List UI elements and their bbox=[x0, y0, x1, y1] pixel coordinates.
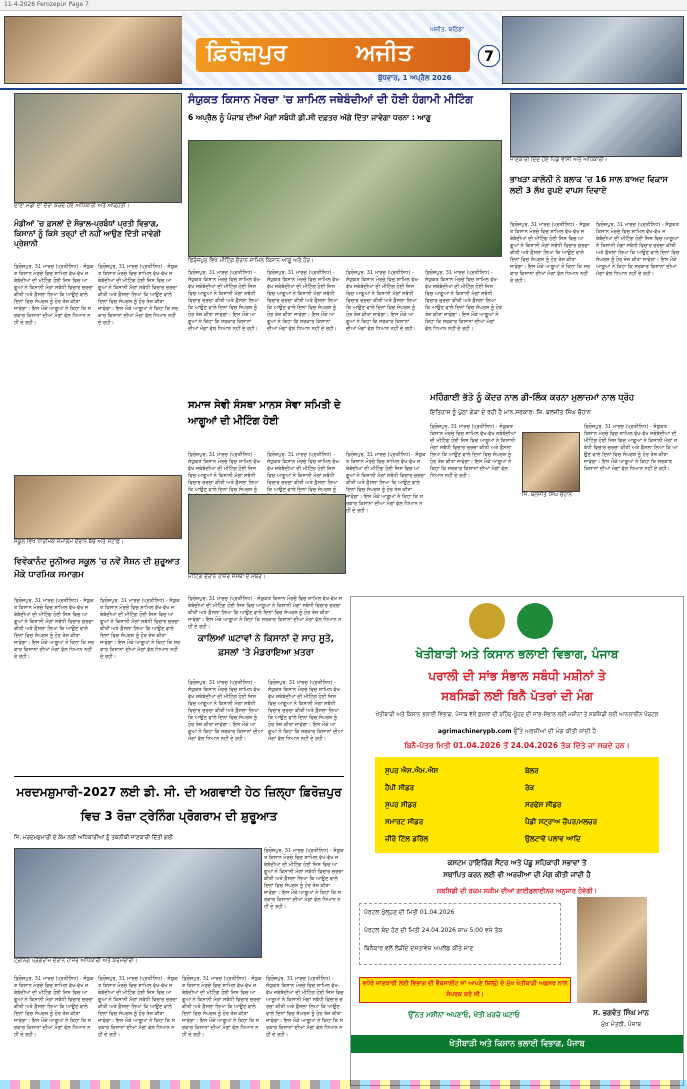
census-body-5: ਫ਼ਿਰੋਜ਼ਪੁਰ, 31 ਮਾਰਚ (ਪ੍ਰਤੀਨਿਧ) - ਸੰਯੁਕਤ ਕਿਸਾਨ ਮੋਰਚੇ ਵਿਚ ਸ਼ਾਮਿਲ ਵੱਖ-ਵੱਖ ਜਥੇਬੰਦੀਆਂ ਦੀ ਮੀਟਿੰਗ ਹੋਈ ਜਿਸ ਵਿਚ ਆਗੂਆਂ ਨੇ ਕਿਸਾਨੀ ਮੰਗਾਂ ਸਬੰਧੀ ਵਿਚਾਰ ਚਰਚਾ ਕੀਤੀ ਅਤੇ ਫ਼ੈਸਲਾ ਲਿਆ ਕਿ ਆਉਣ ਵਾਲੇ ਦਿਨਾਂ ਵਿਚ ਸੰਘਰਸ਼ ਨੂੰ ਹੋਰ ਤੇਜ਼ ਕੀਤਾ ਜਾਵੇਗਾ। ਇਸ ਮੌਕੇ ਆਗੂਆਂ ਨੇ ਕਿਹਾ ਕਿ ਸਰਕਾਰ ਕਿਸਾਨਾਂ ਦੀਆਂ ਮੰਗਾਂ ਵੱਲ ਧਿਆਨ ਨਹੀਂ ਦੇ ਰਹੀ। bbox=[266, 976, 344, 1038]
census-body-1: ਫ਼ਿਰੋਜ਼ਪੁਰ, 31 ਮਾਰਚ (ਪ੍ਰਤੀਨਿਧ) - ਸੰਯੁਕਤ ਕਿਸਾਨ ਮੋਰਚੇ ਵਿਚ ਸ਼ਾਮਿਲ ਵੱਖ-ਵੱਖ ਜਥੇਬੰਦੀਆਂ ਦੀ ਮੀਟਿੰਗ ਹੋਈ ਜਿਸ ਵਿਚ ਆਗੂਆਂ ਨੇ ਕਿਸਾਨੀ ਮੰਗਾਂ ਸਬੰਧੀ ਵਿਚਾਰ ਚਰਚਾ ਕੀਤੀ ਅਤੇ ਫ਼ੈਸਲਾ ਲਿਆ ਕਿ ਆਉਣ ਵਾਲੇ ਦਿਨਾਂ ਵਿਚ ਸੰਘਰਸ਼ ਨੂੰ ਹੋਰ ਤੇਜ਼ ਕੀਤਾ ਜਾਵੇਗਾ। ਇਸ ਮੌਕੇ ਆਗੂਆਂ ਨੇ ਕਿਹਾ ਕਿ ਸਰਕਾਰ ਕਿਸਾਨਾਂ ਦੀਆਂ ਮੰਗਾਂ ਵੱਲ ਧਿਆਨ ਨਹੀਂ ਦੇ ਰਹੀ। bbox=[264, 848, 344, 910]
ad-machine-item: ਹੈਪੀ ਸੀਡਰ bbox=[385, 784, 415, 792]
census-subhead: ਜਿ. ਮਰਦਮਸ਼ੁਮਾਰੀ ਦੇ ਕੰਮ ਲਈ ਅਧਿਕਾਰੀਆਂ ਨੂੰ ਤਕਨੀਕੀ ਜਾਣਕਾਰੀ ਦਿੱਤੀ ਗਈ bbox=[14, 835, 173, 841]
ad-intro-end: ਉੱਤੇ ਅਰਜ਼ੀਆਂ ਦੀ ਮੰਗ ਕੀਤੀ ਜਾਂਦੀ ਹੈ bbox=[513, 728, 597, 735]
kisan-body-3: ਫ਼ਿਰੋਜ਼ਪੁਰ, 31 ਮਾਰਚ (ਪ੍ਰਤੀਨਿਧ) - ਸੰਯੁਕਤ ਕਿਸਾਨ ਮੋਰਚੇ ਵਿਚ ਸ਼ਾਮਿਲ ਵੱਖ-ਵੱਖ ਜਥੇਬੰਦੀਆਂ ਦੀ ਮੀਟਿੰਗ ਹੋਈ ਜਿਸ ਵਿਚ ਆਗੂਆਂ ਨੇ ਕਿਸਾਨੀ ਮੰਗਾਂ ਸਬੰਧੀ ਵਿਚਾਰ ਚਰਚਾ ਕੀਤੀ ਅਤੇ ਫ਼ੈਸਲਾ ਲਿਆ ਕਿ ਆਉਣ ਵਾਲੇ ਦਿਨਾਂ ਵਿਚ ਸੰਘਰਸ਼ ਨੂੰ ਹੋਰ ਤੇਜ਼ ਕੀਤਾ ਜਾਵੇਗਾ। ਇਸ ਮੌਕੇ ਆਗੂਆਂ ਨੇ ਕਿਹਾ ਕਿ ਸਰਕਾਰ ਕਿਸਾਨਾਂ ਦੀਆਂ ਮੰਗਾਂ ਵੱਲ ਧਿਆਨ ਨਹੀਂ ਦੇ ਰਹੀ। bbox=[346, 270, 420, 332]
ad-website[interactable]: agrimachinerypb.com bbox=[437, 728, 512, 735]
kisan-headline: ਸੰਯੁਕਤ ਕਿਸਾਨ ਮੋਰਚਾ 'ਚ ਸ਼ਾਮਿਲ ਜਥੇਬੰਦੀਆਂ ਦੀ ਹੋਈ ਹੰਗਾਮੀ ਮੀਟਿੰਗ bbox=[188, 93, 473, 106]
top-strip bbox=[0, 0, 687, 11]
mehngai-body-1: ਫ਼ਿਰੋਜ਼ਪੁਰ, 31 ਮਾਰਚ (ਪ੍ਰਤੀਨਿਧ) - ਸੰਯੁਕਤ ਕਿਸਾਨ ਮੋਰਚੇ ਵਿਚ ਸ਼ਾਮਿਲ ਵੱਖ-ਵੱਖ ਜਥੇਬੰਦੀਆਂ ਦੀ ਮੀਟਿੰਗ ਹੋਈ ਜਿਸ ਵਿਚ ਆਗੂਆਂ ਨੇ ਕਿਸਾਨੀ ਮੰਗਾਂ ਸਬੰਧੀ ਵਿਚਾਰ ਚਰਚਾ ਕੀਤੀ ਅਤੇ ਫ਼ੈਸਲਾ ਲਿਆ ਕਿ ਆਉਣ ਵਾਲੇ ਦਿਨਾਂ ਵਿਚ ਸੰਘਰਸ਼ ਨੂੰ ਹੋਰ ਤੇਜ਼ ਕੀਤਾ ਜਾਵੇਗਾ। ਇਸ ਮੌਕੇ ਆਗੂਆਂ ਨੇ ਕਿਹਾ ਕਿ ਸਰਕਾਰ ਕਿਸਾਨਾਂ ਦੀਆਂ ਮੰਗਾਂ ਵੱਲ ਧਿਆਨ ਨਹੀਂ ਦੇ ਰਹੀ। bbox=[430, 424, 516, 479]
page-number: 7 bbox=[484, 49, 494, 65]
masthead-left-photo bbox=[4, 16, 184, 84]
bhakra-caption: ਜਾਣਕਾਰੀ ਦਿੰਦੇ ਹੋਏ ਪਿੰਡ ਵਾਸੀ ਅਤੇ ਅਧਿਕਾਰੀ। bbox=[510, 157, 608, 163]
samaj-headline: ਸਮਾਜ ਸੇਵੀ ਸੰਸਥਾ ਮਾਨਸ ਸੇਵਾ ਸਮਿਤੀ ਦੇ ਆਗੂਆਂ ਦੀ ਮੀਟਿੰਗ ਹੋਈ bbox=[188, 400, 341, 427]
masthead-edition: ਅਜੀਤ, ਬਠਿੰਡਾ bbox=[430, 26, 464, 33]
vivekanand-body-2: ਫ਼ਿਰੋਜ਼ਪੁਰ, 31 ਮਾਰਚ (ਪ੍ਰਤੀਨਿਧ) - ਸੰਯੁਕਤ ਕਿਸਾਨ ਮੋਰਚੇ ਵਿਚ ਸ਼ਾਮਿਲ ਵੱਖ-ਵੱਖ ਜਥੇਬੰਦੀਆਂ ਦੀ ਮੀਟਿੰਗ ਹੋਈ ਜਿਸ ਵਿਚ ਆਗੂਆਂ ਨੇ ਕਿਸਾਨੀ ਮੰਗਾਂ ਸਬੰਧੀ ਵਿਚਾਰ ਚਰਚਾ ਕੀਤੀ ਅਤੇ ਫ਼ੈਸਲਾ ਲਿਆ ਕਿ ਆਉਣ ਵਾਲੇ ਦਿਨਾਂ ਵਿਚ ਸੰਘਰਸ਼ ਨੂੰ ਹੋਰ ਤੇਜ਼ ਕੀਤਾ ਜਾਵੇਗਾ। ਇਸ ਮੌਕੇ ਆਗੂਆਂ ਨੇ ਕਿਹਾ ਕਿ ਸਰਕਾਰ ਕਿਸਾਨਾਂ ਦੀਆਂ ਮੰਗਾਂ ਵੱਲ ਧਿਆਨ ਨਹੀਂ ਦੇ ਰਹੀ। bbox=[100, 598, 181, 660]
samaj-body-2: ਫ਼ਿਰੋਜ਼ਪੁਰ, 31 ਮਾਰਚ (ਪ੍ਰਤੀਨਿਧ) - ਸੰਯੁਕਤ ਕਿਸਾਨ ਮੋਰਚੇ ਵਿਚ ਸ਼ਾਮਿਲ ਵੱਖ-ਵੱਖ ਜਥੇਬੰਦੀਆਂ ਦੀ ਮੀਟਿੰਗ ਹੋਈ ਜਿਸ ਵਿਚ ਆਗੂਆਂ ਨੇ ਕਿਸਾਨੀ ਮੰਗਾਂ ਸਬੰਧੀ ਵਿਚਾਰ ਚਰਚਾ ਕੀਤੀ ਅਤੇ ਫ਼ੈਸਲਾ ਲਿਆ ਕਿ ਆਉਣ ਵਾਲੇ ਦਿਨਾਂ ਵਿਚ ਸੰਘਰਸ਼ ਨੂੰ bbox=[267, 452, 341, 493]
kaleyan-body-1: ਫ਼ਿਰੋਜ਼ਪੁਰ, 31 ਮਾਰਚ (ਪ੍ਰਤੀਨਿਧ) - ਸੰਯੁਕਤ ਕਿਸਾਨ ਮੋਰਚੇ ਵਿਚ ਸ਼ਾਮਿਲ ਵੱਖ-ਵੱਖ ਜਥੇਬੰਦੀਆਂ ਦੀ ਮੀਟਿੰਗ ਹੋਈ ਜਿਸ ਵਿਚ ਆਗੂਆਂ ਨੇ ਕਿਸਾਨੀ ਮੰਗਾਂ ਸਬੰਧੀ ਵਿਚਾਰ ਚਰਚਾ ਕੀਤੀ ਅਤੇ ਫ਼ੈਸਲਾ ਲਿਆ ਕਿ ਆਉਣ ਵਾਲੇ ਦਿਨਾਂ ਵਿਚ ਸੰਘਰਸ਼ ਨੂੰ ਹੋਰ ਤੇਜ਼ ਕੀਤਾ ਜਾਵੇਗਾ। ਇਸ ਮੌਕੇ ਆਗੂਆਂ ਨੇ ਕਿਹਾ ਕਿ ਸਰਕਾਰ ਕਿਸਾਨਾਂ ਦੀਆਂ ਮੰਗਾਂ ਵੱਲ ਧਿਆਨ ਨਹੀਂ ਦੇ ਰਹੀ। bbox=[188, 596, 342, 630]
kaleyan-headline: ਕਾਲਿਆਂ ਘਟਾਵਾਂ ਨੇ ਕਿਸਾਨਾਂ ਦੇ ਸਾਹ ਸੂਤੇ, ਫ਼ਸਲਾਂ 'ਤੇ ਮੰਡਰਾਇਆ ਖ਼ਤਰਾ bbox=[197, 634, 335, 658]
vivekanand-headline: ਵਿਵੇਕਾਨੰਦ ਜੂਨੀਅਰ ਸਕੂਲ 'ਚ ਨਵੇਂ ਸੈਸ਼ਨ ਦੀ ਸ਼ੁਰੂਆਤ ਮੌਕੇ ਧਾਰਮਿਕ ਸਮਾਗਮ bbox=[14, 557, 180, 580]
ad-logo-left bbox=[469, 603, 505, 639]
ad-schedule-1: ਪੋਰਟਲ ਖੁੱਲ੍ਹਣ ਦੀ ਮਿਤੀ 01.04.2026 bbox=[364, 909, 455, 916]
ad-machine-item: ਸਰਫੇਸ ਸੀਡਰ bbox=[525, 801, 562, 809]
ad-logo-right bbox=[517, 603, 553, 639]
mandi-headline: ਮੰਡੀਆਂ 'ਚ ਫ਼ਸਲਾਂ ਦੇ ਸੰਭਾਲ-ਪ੍ਰਬੰਧਾਂ ਪ੍ਰਤੀ ਵਿਭਾਗ, ਕਿਸਾਨਾਂ ਨੂੰ ਕਿਸੇ ਤਰ੍ਹਾਂ ਦੀ ਨਹੀਂ ਆਉਣ ਦਿੱਤੀ ਜਾਵੇਗੀ ਪ੍ਰੇਸ਼ਾਨੀ bbox=[14, 219, 161, 248]
ad-chc-line2: ਸਥਾਪਿਤ ਕਰਨ ਲਈ ਵੀ ਅਰਜ਼ੀਆਂ ਦੀ ਮੰਗ ਕੀਤੀ ਜਾਂਦੀ ਹੈ bbox=[443, 871, 591, 879]
ad-machine-item: ਸੁਪਰ ਸੀਡਰ bbox=[385, 801, 417, 809]
ad-footer: ਖੇਤੀਬਾੜੀ ਅਤੇ ਕਿਸਾਨ ਭਲਾਈ ਵਿਭਾਗ, ਪੰਜਾਬ bbox=[449, 1039, 585, 1048]
ad-slogan: ਉੱਨਤ ਮਸ਼ੀਨਾਂ ਅਪਣਾਓ, ਖੇਤੀ ਖ਼ਰਚੇ ਘਟਾਓ bbox=[408, 1011, 520, 1019]
mandi-body: ਫ਼ਿਰੋਜ਼ਪੁਰ, 31 ਮਾਰਚ (ਪ੍ਰਤੀਨਿਧ) - ਸੰਯੁਕਤ ਕਿਸਾਨ ਮੋਰਚੇ ਵਿਚ ਸ਼ਾਮਿਲ ਵੱਖ-ਵੱਖ ਜਥੇਬੰਦੀਆਂ ਦੀ ਮੀਟਿੰਗ ਹੋਈ ਜਿਸ ਵਿਚ ਆਗੂਆਂ ਨੇ ਕਿਸਾਨੀ ਮੰਗਾਂ ਸਬੰਧੀ ਵਿਚਾਰ ਚਰਚਾ ਕੀਤੀ ਅਤੇ ਫ਼ੈਸਲਾ ਲਿਆ ਕਿ ਆਉਣ ਵਾਲੇ ਦਿਨਾਂ ਵਿਚ ਸੰਘਰਸ਼ ਨੂੰ ਹੋਰ ਤੇਜ਼ ਕੀਤਾ ਜਾਵੇਗਾ। ਇਸ ਮੌਕੇ ਆਗੂਆਂ ਨੇ ਕਿਹਾ ਕਿ ਸਰਕਾਰ ਕਿਸਾਨਾਂ ਦੀਆਂ ਮੰਗਾਂ ਵੱਲ ਧਿਆਨ ਨਹੀਂ ਦੇ ਰਹੀ। bbox=[14, 264, 94, 326]
ad-machine-item: ਉਲਟਾਵੇਂ ਪਲਾਵ ਆਦਿ bbox=[525, 835, 581, 843]
bhakra-headline: ਭਾਖੜਾ ਕਾਲੋਨੀ ਨੇ ਬਲਾਕ 'ਚ 16 ਸਾਲ ਬਾਅਦ ਵਿਕਾਸ ਲਈ 3 ਲੱਖ ਰੁਪਏ ਵਾਪਸ ਦਿਵਾਏ bbox=[510, 175, 668, 195]
ad-machine-item: ਰੇਕ bbox=[525, 784, 535, 792]
ad-dates: ਬਿਨੈ-ਪੱਤਰ ਮਿਤੀ 01.04.2026 ਤੋਂ 24.04.2026 ਤੱਕ ਦਿੱਤੇ ਜਾ ਸਕਦੇ ਹਨ। bbox=[404, 741, 630, 750]
mehngai-caption: ਜਿ. ਬਲਜੀਤ ਸਿੰਘ ਚੌਹਾਨ bbox=[522, 492, 572, 498]
samaj-caption: ਮੀਟਿੰਗ ਦੌਰਾਨ ਹਾਜ਼ਰ ਸੰਸਥਾ ਦੇ ਮੈਂਬਰ। bbox=[188, 574, 266, 580]
masthead-title-banner bbox=[196, 38, 470, 72]
ad-cm-title: ਮੁੱਖ ਮੰਤਰੀ, ਪੰਜਾਬ bbox=[600, 1021, 642, 1028]
vivekanand-caption: ਸਕੂਲ ਵਿਖੇ ਧਾਰਮਿਕ ਸਮਾਗਮ ਦੌਰਾਨ ਬੱਚੇ ਅਤੇ ਸਟਾਫ਼। bbox=[14, 539, 124, 545]
ad-title-line1: ਪਰਾਲੀ ਦੀ ਸਾਂਭ ਸੰਭਾਲ ਸਬੰਧੀ ਮਸ਼ੀਨਾਂ ਤੇ bbox=[428, 669, 606, 683]
ad-schedule-3: ਬਿਨੈਕਾਰ ਵਲੋਂ ਲੋੜੀਂਦੇ ਦਸਤਾਵੇਜ਼ ਅਪਲੋਡ ਕੀਤੇ ਜਾਣ bbox=[364, 945, 474, 952]
kisan-photo bbox=[188, 140, 502, 257]
masthead-title-part2: ਅਜੀਤ bbox=[356, 40, 413, 66]
ad-machine-item: ਪੈਡੀ ਸਟ੍ਰਾਅ ਚੌਪਰ/ਮਲਚਰ bbox=[525, 818, 598, 826]
samaj-photo bbox=[188, 494, 346, 574]
mandi-photo bbox=[14, 93, 182, 203]
mehngai-headline: ਮਹਿੰਗਾਈ ਭੱਤੇ ਨੂੰ ਕੇਂਦਰ ਨਾਲ ਡੀ-ਲਿੰਕ ਕਰਨਾ ਮੁਲਾਜ਼ਮਾਂ ਨਾਲ ਧ੍ਰੋਹ bbox=[430, 393, 635, 403]
ad-machine-item: ਸੁਪਰ ਐਸ.ਐਮ.ਐਸ bbox=[385, 767, 439, 775]
mandi-caption: ਦਾਣਾ ਮੰਡੀ ਦਾ ਦੌਰਾ ਕਰਦੇ ਹੋਏ ਅਧਿਕਾਰੀ ਅਤੇ ਆੜ੍ਹਤੀ। bbox=[14, 203, 130, 209]
census-caption: ਟ੍ਰੇਨਿੰਗ ਪ੍ਰੋਗਰਾਮ ਦੌਰਾਨ ਹਾਜ਼ਰ ਅਧਿਕਾਰੀ ਅਤੇ ਕਰਮਚਾਰੀ। bbox=[14, 958, 138, 964]
kisan-body-2: ਫ਼ਿਰੋਜ਼ਪੁਰ, 31 ਮਾਰਚ (ਪ੍ਰਤੀਨਿਧ) - ਸੰਯੁਕਤ ਕਿਸਾਨ ਮੋਰਚੇ ਵਿਚ ਸ਼ਾਮਿਲ ਵੱਖ-ਵੱਖ ਜਥੇਬੰਦੀਆਂ ਦੀ ਮੀਟਿੰਗ ਹੋਈ ਜਿਸ ਵਿਚ ਆਗੂਆਂ ਨੇ ਕਿਸਾਨੀ ਮੰਗਾਂ ਸਬੰਧੀ ਵਿਚਾਰ ਚਰਚਾ ਕੀਤੀ ਅਤੇ ਫ਼ੈਸਲਾ ਲਿਆ ਕਿ ਆਉਣ ਵਾਲੇ ਦਿਨਾਂ ਵਿਚ ਸੰਘਰਸ਼ ਨੂੰ ਹੋਰ ਤੇਜ਼ ਕੀਤਾ ਜਾਵੇਗਾ। ਇਸ ਮੌਕੇ ਆਗੂਆਂ ਨੇ ਕਿਹਾ ਕਿ ਸਰਕਾਰ ਕਿਸਾਨਾਂ ਦੀਆਂ ਮੰਗਾਂ ਵੱਲ ਧਿਆਨ ਨਹੀਂ ਦੇ ਰਹੀ। bbox=[267, 270, 341, 332]
registration-strip bbox=[0, 1080, 687, 1089]
bhakra-body-1: ਫ਼ਿਰੋਜ਼ਪੁਰ, 31 ਮਾਰਚ (ਪ੍ਰਤੀਨਿਧ) - ਸੰਯੁਕਤ ਕਿਸਾਨ ਮੋਰਚੇ ਵਿਚ ਸ਼ਾਮਿਲ ਵੱਖ-ਵੱਖ ਜਥੇਬੰਦੀਆਂ ਦੀ ਮੀਟਿੰਗ ਹੋਈ ਜਿਸ ਵਿਚ ਆਗੂਆਂ ਨੇ ਕਿਸਾਨੀ ਮੰਗਾਂ ਸਬੰਧੀ ਵਿਚਾਰ ਚਰਚਾ ਕੀਤੀ ਅਤੇ ਫ਼ੈਸਲਾ ਲਿਆ ਕਿ ਆਉਣ ਵਾਲੇ ਦਿਨਾਂ ਵਿਚ ਸੰਘਰਸ਼ ਨੂੰ ਹੋਰ ਤੇਜ਼ ਕੀਤਾ ਜਾਵੇਗਾ। ਇਸ ਮੌਕੇ ਆਗੂਆਂ ਨੇ ਕਿਹਾ ਕਿ ਸਰਕਾਰ ਕਿਸਾਨਾਂ ਦੀਆਂ ਮੰਗਾਂ ਵੱਲ ਧਿਆਨ ਨਹੀਂ ਦੇ ਰਹੀ। bbox=[510, 222, 591, 284]
ad-chc-line1: ਕਸਟਮ ਹਾਇਰਿੰਗ ਸੈਂਟਰ ਅਤੇ ਪੇਂਡੂ ਸਹਿਕਾਰੀ ਸਭਾਵਾਂ ਤੋਂ bbox=[447, 859, 587, 867]
samaj-body-3: ਫ਼ਿਰੋਜ਼ਪੁਰ, 31 ਮਾਰਚ (ਪ੍ਰਤੀਨਿਧ) - ਸੰਯੁਕਤ ਕਿਸਾਨ ਮੋਰਚੇ ਵਿਚ ਸ਼ਾਮਿਲ ਵੱਖ-ਵੱਖ ਜਥੇਬੰਦੀਆਂ ਦੀ ਮੀਟਿੰਗ ਹੋਈ ਜਿਸ ਵਿਚ ਆਗੂਆਂ ਨੇ ਕਿਸਾਨੀ ਮੰਗਾਂ ਸਬੰਧੀ ਵਿਚਾਰ ਚਰਚਾ ਕੀਤੀ ਅਤੇ ਫ਼ੈਸਲਾ ਲਿਆ ਕਿ ਆਉਣ ਵਾਲੇ ਦਿਨਾਂ ਵਿਚ ਸੰਘਰਸ਼ ਨੂੰ ਹੋਰ ਤੇਜ਼ ਕੀਤਾ ਜਾਵੇਗਾ। ਇਸ ਮੌਕੇ ਆਗੂਆਂ ਨੇ ਕਿਹਾ ਕਿ ਸਰਕਾਰ ਕਿਸਾਨਾਂ ਦੀਆਂ ਮੰਗਾਂ ਵੱਲ ਧਿਆਨ ਨਹੀਂ ਦੇ ਰਹੀ। bbox=[346, 452, 426, 514]
ad-box bbox=[350, 596, 684, 1086]
ad-cm-photo bbox=[577, 897, 647, 1003]
mehngai-photo bbox=[522, 432, 580, 492]
census-body-3: ਫ਼ਿਰੋਜ਼ਪੁਰ, 31 ਮਾਰਚ (ਪ੍ਰਤੀਨਿਧ) - ਸੰਯੁਕਤ ਕਿਸਾਨ ਮੋਰਚੇ ਵਿਚ ਸ਼ਾਮਿਲ ਵੱਖ-ਵੱਖ ਜਥੇਬੰਦੀਆਂ ਦੀ ਮੀਟਿੰਗ ਹੋਈ ਜਿਸ ਵਿਚ ਆਗੂਆਂ ਨੇ ਕਿਸਾਨੀ ਮੰਗਾਂ ਸਬੰਧੀ ਵਿਚਾਰ ਚਰਚਾ ਕੀਤੀ ਅਤੇ ਫ਼ੈਸਲਾ ਲਿਆ ਕਿ ਆਉਣ ਵਾਲੇ ਦਿਨਾਂ ਵਿਚ ਸੰਘਰਸ਼ ਨੂੰ ਹੋਰ ਤੇਜ਼ ਕੀਤਾ ਜਾਵੇਗਾ। ਇਸ ਮੌਕੇ ਆਗੂਆਂ ਨੇ ਕਿਹਾ ਕਿ ਸਰਕਾਰ ਕਿਸਾਨਾਂ ਦੀਆਂ ਮੰਗਾਂ ਵੱਲ ਧਿਆਨ ਨਹੀਂ ਦੇ ਰਹੀ। bbox=[98, 976, 178, 1038]
census-body-4: ਫ਼ਿਰੋਜ਼ਪੁਰ, 31 ਮਾਰਚ (ਪ੍ਰਤੀਨਿਧ) - ਸੰਯੁਕਤ ਕਿਸਾਨ ਮੋਰਚੇ ਵਿਚ ਸ਼ਾਮਿਲ ਵੱਖ-ਵੱਖ ਜਥੇਬੰਦੀਆਂ ਦੀ ਮੀਟਿੰਗ ਹੋਈ ਜਿਸ ਵਿਚ ਆਗੂਆਂ ਨੇ ਕਿਸਾਨੀ ਮੰਗਾਂ ਸਬੰਧੀ ਵਿਚਾਰ ਚਰਚਾ ਕੀਤੀ ਅਤੇ ਫ਼ੈਸਲਾ ਲਿਆ ਕਿ ਆਉਣ ਵਾਲੇ ਦਿਨਾਂ ਵਿਚ ਸੰਘਰਸ਼ ਨੂੰ ਹੋਰ ਤੇਜ਼ ਕੀਤਾ ਜਾਵੇਗਾ। ਇਸ ਮੌਕੇ ਆਗੂਆਂ ਨੇ ਕਿਹਾ ਕਿ ਸਰਕਾਰ ਕਿਸਾਨਾਂ ਦੀਆਂ ਮੰਗਾਂ ਵੱਲ ਧਿਆਨ ਨਹੀਂ ਦੇ ਰਹੀ। bbox=[182, 976, 262, 1038]
page-number-badge bbox=[478, 45, 500, 67]
census-body-2: ਫ਼ਿਰੋਜ਼ਪੁਰ, 31 ਮਾਰਚ (ਪ੍ਰਤੀਨਿਧ) - ਸੰਯੁਕਤ ਕਿਸਾਨ ਮੋਰਚੇ ਵਿਚ ਸ਼ਾਮਿਲ ਵੱਖ-ਵੱਖ ਜਥੇਬੰਦੀਆਂ ਦੀ ਮੀਟਿੰਗ ਹੋਈ ਜਿਸ ਵਿਚ ਆਗੂਆਂ ਨੇ ਕਿਸਾਨੀ ਮੰਗਾਂ ਸਬੰਧੀ ਵਿਚਾਰ ਚਰਚਾ ਕੀਤੀ ਅਤੇ ਫ਼ੈਸਲਾ ਲਿਆ ਕਿ ਆਉਣ ਵਾਲੇ ਦਿਨਾਂ ਵਿਚ ਸੰਘਰਸ਼ ਨੂੰ ਹੋਰ ਤੇਜ਼ ਕੀਤਾ ਜਾਵੇਗਾ। ਇਸ ਮੌਕੇ ਆਗੂਆਂ ਨੇ ਕਿਹਾ ਕਿ ਸਰਕਾਰ ਕਿਸਾਨਾਂ ਦੀਆਂ ਮੰਗਾਂ ਵੱਲ ਧਿਆਨ ਨਹੀਂ ਦੇ ਰਹੀ। bbox=[14, 976, 94, 1038]
masthead bbox=[0, 12, 687, 86]
kaleyan-body-3: ਫ਼ਿਰੋਜ਼ਪੁਰ, 31 ਮਾਰਚ (ਪ੍ਰਤੀਨਿਧ) - ਸੰਯੁਕਤ ਕਿਸਾਨ ਮੋਰਚੇ ਵਿਚ ਸ਼ਾਮਿਲ ਵੱਖ-ਵੱਖ ਜਥੇਬੰਦੀਆਂ ਦੀ ਮੀਟਿੰਗ ਹੋਈ ਜਿਸ ਵਿਚ ਆਗੂਆਂ ਨੇ ਕਿਸਾਨੀ ਮੰਗਾਂ ਸਬੰਧੀ ਵਿਚਾਰ ਚਰਚਾ ਕੀਤੀ ਅਤੇ ਫ਼ੈਸਲਾ ਲਿਆ ਕਿ ਆਉਣ ਵਾਲੇ ਦਿਨਾਂ ਵਿਚ ਸੰਘਰਸ਼ ਨੂੰ ਹੋਰ ਤੇਜ਼ ਕੀਤਾ ਜਾਵੇਗਾ। ਇਸ ਮੌਕੇ ਆਗੂਆਂ ਨੇ ਕਿਹਾ ਕਿ ਸਰਕਾਰ ਕਿਸਾਨਾਂ ਦੀਆਂ ਮੰਗਾਂ ਵੱਲ ਧਿਆਨ ਨਹੀਂ ਦੇ ਰਹੀ। bbox=[268, 680, 344, 742]
ad-cm-name: ਸ. ਭਗਵੰਤ ਸਿੰਘ ਮਾਨ bbox=[593, 1009, 649, 1017]
ad-bottom-note: ਵਧੇਰੇ ਜਾਣਕਾਰੀ ਲਈ ਵਿਭਾਗ ਦੀ ਵੈਬਸਾਈਟ ਜਾਂ ਆਪਣੇ ਜ਼ਿਲ੍ਹੇ ਦੇ ਮੁੱਖ ਖੇਤੀਬਾੜੀ ਅਫ਼ਸਰ ਨਾਲ ਸੰਪਰਕ ਕਰੋ ਜੀ। bbox=[359, 977, 571, 1003]
ad-priority-note: ਸਬਸਿਡੀ ਦੀ ਰਕਮ ਸਕੀਮ ਦੀਆਂ ਗਾਈਡਲਾਈਨਜ਼ ਅਨੁਸਾਰ ਹੋਵੇਗੀ। bbox=[436, 887, 598, 895]
masthead-rule bbox=[0, 88, 687, 90]
top-strip-text: 11-4-2026 Ferozepur Page 7 bbox=[4, 1, 89, 8]
ad-website-row bbox=[365, 728, 669, 736]
mandi-body-2: ਫ਼ਿਰੋਜ਼ਪੁਰ, 31 ਮਾਰਚ (ਪ੍ਰਤੀਨਿਧ) - ਸੰਯੁਕਤ ਕਿਸਾਨ ਮੋਰਚੇ ਵਿਚ ਸ਼ਾਮਿਲ ਵੱਖ-ਵੱਖ ਜਥੇਬੰਦੀਆਂ ਦੀ ਮੀਟਿੰਗ ਹੋਈ ਜਿਸ ਵਿਚ ਆਗੂਆਂ ਨੇ ਕਿਸਾਨੀ ਮੰਗਾਂ ਸਬੰਧੀ ਵਿਚਾਰ ਚਰਚਾ ਕੀਤੀ ਅਤੇ ਫ਼ੈਸਲਾ ਲਿਆ ਕਿ ਆਉਣ ਵਾਲੇ ਦਿਨਾਂ ਵਿਚ ਸੰਘਰਸ਼ ਨੂੰ ਹੋਰ ਤੇਜ਼ ਕੀਤਾ ਜਾਵੇਗਾ। ਇਸ ਮੌਕੇ ਆਗੂਆਂ ਨੇ ਕਿਹਾ ਕਿ ਸਰਕਾਰ ਕਿਸਾਨਾਂ ਦੀਆਂ ਮੰਗਾਂ ਵੱਲ ਧਿਆਨ ਨਹੀਂ ਦੇ ਰਹੀ। bbox=[98, 264, 179, 326]
ad-machine-item: ਸਮਾਰਟ ਸੀਡਰ bbox=[385, 818, 424, 826]
census-headline: ਮਰਦਮਸ਼ੁਮਾਰੀ-2027 ਲਈ ਡੀ. ਸੀ. ਦੀ ਅਗਵਾਈ ਹੇਠ ਜ਼ਿਲ੍ਹਾ ਫ਼ਿਰੋਜ਼ਪੁਰ ਵਿਚ 3 ਰੋਜ਼ਾ ਟ੍ਰੇਨਿੰਗ ਪ੍ਰੋਗਰਾਮ ਦੀ ਸ਼ੁਰੂਆਤ bbox=[16, 785, 342, 823]
bhakra-body-2: ਫ਼ਿਰੋਜ਼ਪੁਰ, 31 ਮਾਰਚ (ਪ੍ਰਤੀਨਿਧ) - ਸੰਯੁਕਤ ਕਿਸਾਨ ਮੋਰਚੇ ਵਿਚ ਸ਼ਾਮਿਲ ਵੱਖ-ਵੱਖ ਜਥੇਬੰਦੀਆਂ ਦੀ ਮੀਟਿੰਗ ਹੋਈ ਜਿਸ ਵਿਚ ਆਗੂਆਂ ਨੇ ਕਿਸਾਨੀ ਮੰਗਾਂ ਸਬੰਧੀ ਵਿਚਾਰ ਚਰਚਾ ਕੀਤੀ ਅਤੇ ਫ਼ੈਸਲਾ ਲਿਆ ਕਿ ਆਉਣ ਵਾਲੇ ਦਿਨਾਂ ਵਿਚ ਸੰਘਰਸ਼ ਨੂੰ ਹੋਰ ਤੇਜ਼ ਕੀਤਾ ਜਾਵੇਗਾ। ਇਸ ਮੌਕੇ ਆਗੂਆਂ ਨੇ ਕਿਹਾ ਕਿ ਸਰਕਾਰ ਕਿਸਾਨਾਂ ਦੀਆਂ ਮੰਗਾਂ ਵੱਲ ਧਿਆਨ ਨਹੀਂ ਦੇ ਰਹੀ। bbox=[596, 222, 680, 277]
mehngai-subhead: ਇਤਿਹਾਸ ਨੂੰ ਪੁੱਠਾ ਗੇੜਾ ਦੇ ਰਹੀ ਹੈ ਮਾਨ ਸਰਕਾਰ: ਜਿ. ਬਲਜੀਤ ਸਿੰਘ ਚੌਹਾਨ bbox=[430, 409, 591, 416]
vivekanand-body-1: ਫ਼ਿਰੋਜ਼ਪੁਰ, 31 ਮਾਰਚ (ਪ੍ਰਤੀਨਿਧ) - ਸੰਯੁਕਤ ਕਿਸਾਨ ਮੋਰਚੇ ਵਿਚ ਸ਼ਾਮਿਲ ਵੱਖ-ਵੱਖ ਜਥੇਬੰਦੀਆਂ ਦੀ ਮੀਟਿੰਗ ਹੋਈ ਜਿਸ ਵਿਚ ਆਗੂਆਂ ਨੇ ਕਿਸਾਨੀ ਮੰਗਾਂ ਸਬੰਧੀ ਵਿਚਾਰ ਚਰਚਾ ਕੀਤੀ ਅਤੇ ਫ਼ੈਸਲਾ ਲਿਆ ਕਿ ਆਉਣ ਵਾਲੇ ਦਿਨਾਂ ਵਿਚ ਸੰਘਰਸ਼ ਨੂੰ ਹੋਰ ਤੇਜ਼ ਕੀਤਾ ਜਾਵੇਗਾ। ਇਸ ਮੌਕੇ ਆਗੂਆਂ ਨੇ ਕਿਹਾ ਕਿ ਸਰਕਾਰ ਕਿਸਾਨਾਂ ਦੀਆਂ ਮੰਗਾਂ ਵੱਲ ਧਿਆਨ ਨਹੀਂ ਦੇ ਰਹੀ। bbox=[14, 598, 95, 660]
ad-machines-right bbox=[525, 763, 655, 848]
ad-schedule-box bbox=[359, 903, 561, 965]
kisan-subhead: 6 ਅਪ੍ਰੈਲ ਨੂੰ ਪੰਜਾਬ ਦੀਆਂ ਮੰਗਾਂ ਸਬੰਧੀ ਡੀ.ਸੀ ਦਫ਼ਤਰ ਅੱਗੇ ਦਿੱਤਾ ਜਾਵੇਗਾ ਧਰਨਾ : ਆਗੂ bbox=[188, 113, 431, 122]
bhakra-photo bbox=[510, 93, 682, 157]
kaleyan-body-2: ਫ਼ਿਰੋਜ਼ਪੁਰ, 31 ਮਾਰਚ (ਪ੍ਰਤੀਨਿਧ) - ਸੰਯੁਕਤ ਕਿਸਾਨ ਮੋਰਚੇ ਵਿਚ ਸ਼ਾਮਿਲ ਵੱਖ-ਵੱਖ ਜਥੇਬੰਦੀਆਂ ਦੀ ਮੀਟਿੰਗ ਹੋਈ ਜਿਸ ਵਿਚ ਆਗੂਆਂ ਨੇ ਕਿਸਾਨੀ ਮੰਗਾਂ ਸਬੰਧੀ ਵਿਚਾਰ ਚਰਚਾ ਕੀਤੀ ਅਤੇ ਫ਼ੈਸਲਾ ਲਿਆ ਕਿ ਆਉਣ ਵਾਲੇ ਦਿਨਾਂ ਵਿਚ ਸੰਘਰਸ਼ ਨੂੰ ਹੋਰ ਤੇਜ਼ ਕੀਤਾ ਜਾਵੇਗਾ। ਇਸ ਮੌਕੇ ਆਗੂਆਂ ਨੇ ਕਿਹਾ ਕਿ ਸਰਕਾਰ ਕਿਸਾਨਾਂ ਦੀਆਂ ਮੰਗਾਂ ਵੱਲ ਧਿਆਨ ਨਹੀਂ ਦੇ ਰਹੀ। bbox=[188, 680, 264, 742]
ad-machines-left bbox=[385, 763, 515, 848]
kisan-caption: ਫ਼ਿਰੋਜ਼ਪੁਰ ਵਿਖੇ ਮੀਟਿੰਗ ਦੌਰਾਨ ਸ਼ਾਮਿਲ ਕਿਸਾਨ ਆਗੂ ਅਤੇ ਹੋਰ। bbox=[188, 258, 314, 264]
masthead-date: ਬੁੱਧਵਾਰ, 1 ਅਪ੍ਰੈਲ 2026 bbox=[378, 74, 452, 82]
ad-department: ਖੇਤੀਬਾੜੀ ਅਤੇ ਕਿਸਾਨ ਭਲਾਈ ਵਿਭਾਗ, ਪੰਜਾਬ bbox=[415, 647, 619, 661]
masthead-title-part1: ਫ਼ਿਰੋਜ਼ਪੁਰ bbox=[206, 40, 287, 66]
census-photo bbox=[14, 848, 262, 958]
vivekanand-photo bbox=[14, 475, 182, 539]
masthead-right-photo bbox=[502, 16, 684, 84]
ad-intro: ਖੇਤੀਬਾੜੀ ਅਤੇ ਕਿਸਾਨ ਭਲਾਈ ਵਿਭਾਗ, ਪੰਜਾਬ ਵੱਲੋਂ ਫ਼ਸਲਾਂ ਦੀ ਰਹਿੰਦ-ਖੂੰਹਦ ਦੀ ਸਾਂਭ-ਸੰਭਾਲ ਲਈ ਮਸ਼ੀਨਾਂ ਤੇ ਸਬਸਿਡੀ ਲਈ ਆਨਲਾਈਨ ਪੋਰਟਲ bbox=[375, 712, 659, 718]
ad-machine-item: ਬੇਲਰ bbox=[525, 767, 539, 775]
ad-machine-item: ਜ਼ੀਰੋ ਟਿੱਲ ਡਰਿੱਲ bbox=[385, 835, 429, 843]
kisan-body-1: ਫ਼ਿਰੋਜ਼ਪੁਰ, 31 ਮਾਰਚ (ਪ੍ਰਤੀਨਿਧ) - ਸੰਯੁਕਤ ਕਿਸਾਨ ਮੋਰਚੇ ਵਿਚ ਸ਼ਾਮਿਲ ਵੱਖ-ਵੱਖ ਜਥੇਬੰਦੀਆਂ ਦੀ ਮੀਟਿੰਗ ਹੋਈ ਜਿਸ ਵਿਚ ਆਗੂਆਂ ਨੇ ਕਿਸਾਨੀ ਮੰਗਾਂ ਸਬੰਧੀ ਵਿਚਾਰ ਚਰਚਾ ਕੀਤੀ ਅਤੇ ਫ਼ੈਸਲਾ ਲਿਆ ਕਿ ਆਉਣ ਵਾਲੇ ਦਿਨਾਂ ਵਿਚ ਸੰਘਰਸ਼ ਨੂੰ ਹੋਰ ਤੇਜ਼ ਕੀਤਾ ਜਾਵੇਗਾ। ਇਸ ਮੌਕੇ ਆਗੂਆਂ ਨੇ ਕਿਹਾ ਕਿ ਸਰਕਾਰ ਕਿਸਾਨਾਂ ਦੀਆਂ ਮੰਗਾਂ ਵੱਲ ਧਿਆਨ ਨਹੀਂ ਦੇ ਰਹੀ। bbox=[188, 270, 262, 332]
ad-schedule-2: ਪੋਰਟਲ ਬੰਦ ਹੋਣ ਦੀ ਮਿਤੀ 24.04.2026 ਸ਼ਾਮ 5:00 ਵਜੇ ਤੱਕ bbox=[364, 927, 503, 934]
mehngai-body-2: ਫ਼ਿਰੋਜ਼ਪੁਰ, 31 ਮਾਰਚ (ਪ੍ਰਤੀਨਿਧ) - ਸੰਯੁਕਤ ਕਿਸਾਨ ਮੋਰਚੇ ਵਿਚ ਸ਼ਾਮਿਲ ਵੱਖ-ਵੱਖ ਜਥੇਬੰਦੀਆਂ ਦੀ ਮੀਟਿੰਗ ਹੋਈ ਜਿਸ ਵਿਚ ਆਗੂਆਂ ਨੇ ਕਿਸਾਨੀ ਮੰਗਾਂ ਸਬੰਧੀ ਵਿਚਾਰ ਚਰਚਾ ਕੀਤੀ ਅਤੇ ਫ਼ੈਸਲਾ ਲਿਆ ਕਿ ਆਉਣ ਵਾਲੇ ਦਿਨਾਂ ਵਿਚ ਸੰਘਰਸ਼ ਨੂੰ ਹੋਰ ਤੇਜ਼ ਕੀਤਾ ਜਾਵੇਗਾ। ਇਸ ਮੌਕੇ ਆਗੂਆਂ ਨੇ ਕਿਹਾ ਕਿ ਸਰਕਾਰ ਕਿਸਾਨਾਂ ਦੀਆਂ ਮੰਗਾਂ ਵੱਲ ਧਿਆਨ ਨਹੀਂ ਦੇ ਰਹੀ। bbox=[584, 424, 678, 472]
census-rule bbox=[14, 776, 344, 777]
samaj-body-1: ਫ਼ਿਰੋਜ਼ਪੁਰ, 31 ਮਾਰਚ (ਪ੍ਰਤੀਨਿਧ) - ਸੰਯੁਕਤ ਕਿਸਾਨ ਮੋਰਚੇ ਵਿਚ ਸ਼ਾਮਿਲ ਵੱਖ-ਵੱਖ ਜਥੇਬੰਦੀਆਂ ਦੀ ਮੀਟਿੰਗ ਹੋਈ ਜਿਸ ਵਿਚ ਆਗੂਆਂ ਨੇ ਕਿਸਾਨੀ ਮੰਗਾਂ ਸਬੰਧੀ ਵਿਚਾਰ ਚਰਚਾ ਕੀਤੀ ਅਤੇ ਫ਼ੈਸਲਾ ਲਿਆ ਕਿ ਆਉਣ ਵਾਲੇ ਦਿਨਾਂ ਵਿਚ ਸੰਘਰਸ਼ ਨੂੰ bbox=[188, 452, 262, 493]
ad-machine-panel bbox=[375, 757, 659, 853]
ad-title-line2: ਸਬਸਿਡੀ ਲਈ ਬਿਨੈ ਪੱਤਰਾਂ ਦੀ ਮੰਗ bbox=[441, 689, 593, 703]
kisan-body-4: ਫ਼ਿਰੋਜ਼ਪੁਰ, 31 ਮਾਰਚ (ਪ੍ਰਤੀਨਿਧ) - ਸੰਯੁਕਤ ਕਿਸਾਨ ਮੋਰਚੇ ਵਿਚ ਸ਼ਾਮਿਲ ਵੱਖ-ਵੱਖ ਜਥੇਬੰਦੀਆਂ ਦੀ ਮੀਟਿੰਗ ਹੋਈ ਜਿਸ ਵਿਚ ਆਗੂਆਂ ਨੇ ਕਿਸਾਨੀ ਮੰਗਾਂ ਸਬੰਧੀ ਵਿਚਾਰ ਚਰਚਾ ਕੀਤੀ ਅਤੇ ਫ਼ੈਸਲਾ ਲਿਆ ਕਿ ਆਉਣ ਵਾਲੇ ਦਿਨਾਂ ਵਿਚ ਸੰਘਰਸ਼ ਨੂੰ ਹੋਰ ਤੇਜ਼ ਕੀਤਾ ਜਾਵੇਗਾ। ਇਸ ਮੌਕੇ ਆਗੂਆਂ ਨੇ ਕਿਹਾ ਕਿ ਸਰਕਾਰ ਕਿਸਾਨਾਂ ਦੀਆਂ ਮੰਗਾਂ ਵੱਲ ਧਿਆਨ ਨਹੀਂ ਦੇ ਰਹੀ। bbox=[425, 270, 502, 332]
ad-footer-band bbox=[351, 1035, 683, 1053]
